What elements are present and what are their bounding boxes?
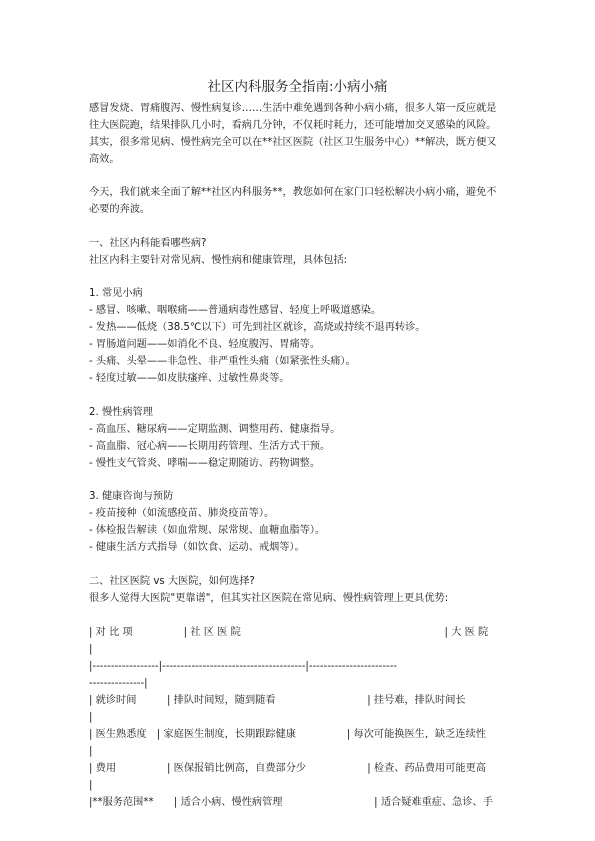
intro-line: 今天，我们就来全面了解**社区内科服务**，教您如何在家门口轻松解决小病小痛，避免不 <box>89 187 497 198</box>
table-text-line: | <box>89 746 93 757</box>
subsection-heading: 1. 常见小病 <box>89 288 143 299</box>
table-text-line: | 医生熟悉度 | 家庭医生制度，长期跟踪健康 | 每次可能换医生，缺乏连续性 <box>89 729 486 740</box>
list-item: - 高血压、糖尿病——定期监测、调整用药、健康指导。 <box>89 424 341 435</box>
list-item: - 感冒、咳嗽、咽喉痛——普通病毒性感冒、轻度上呼吸道感染。 <box>89 305 382 316</box>
list-item: - 头痛、头晕——非急性、非严重性头痛（如紧张性头痛）。 <box>89 356 356 367</box>
list-item: - 高血脂、冠心病——长期用药管理、生活方式干预。 <box>89 441 331 452</box>
list-item: - 发热——低烧（38.5℃以下）可先到社区就诊，高烧或持续不退再转诊。 <box>89 322 426 333</box>
list-item: - 疫苗接种（如流感疫苗、肺炎疫苗等）。 <box>89 508 275 519</box>
table-text-line: |------------------|---------------------------------------|------------------------ <box>89 661 398 672</box>
table-text-line: | <box>89 644 93 655</box>
table-text-line: | 费用 | 医保报销比例高，自费部分少 | 检查、药品费用可能更高 <box>89 763 486 774</box>
list-item: - 轻度过敏——如皮肤瘙痒、过敏性鼻炎等。 <box>89 373 290 384</box>
intro-line: 感冒发烧、胃痛腹泻、慢性病复诊……生活中难免遇到各种小病小痛，很多人第一反应就是 <box>89 103 497 114</box>
intro-line: 往大医院跑，结果排队几小时，看病几分钟，不仅耗时耗力，还可能增加交叉感染的风险。 <box>89 120 497 131</box>
list-item: - 慢性支气管炎、哮喘——稳定期随访、药物调整。 <box>89 458 321 469</box>
list-item: - 健康生活方式指导（如饮食、运动、戒烟等）。 <box>89 542 305 553</box>
paragraph-line: 很多人觉得大医院"更靠谱"，但其实社区医院在常见病、慢性病管理上更具优势: <box>89 593 449 604</box>
paragraph-line: 社区内科主要针对常见病、慢性病和健康管理，具体包括: <box>89 255 348 266</box>
table-text-line: | <box>89 712 93 723</box>
intro-line: 其实，很多常见病、慢性病完全可以在**社区医院（社区卫生服务中心）**解决，既方便又 <box>89 137 497 148</box>
section-heading: 二、社区医院 vs 大医院，如何选择? <box>89 576 255 587</box>
table-text-line: | 就诊时间 | 排队时间短，随到随看 | 挂号难，排队时间长 <box>89 695 466 706</box>
document-title: 社区内科服务全指南:小病小痛 <box>207 79 388 95</box>
table-text-line: ---------------| <box>89 678 148 689</box>
intro-line: 高效。 <box>89 154 120 165</box>
list-item: - 胃肠道问题——如消化不良、轻度腹泻、胃痛等。 <box>89 339 321 350</box>
list-item: - 体检报告解读（如血常规、尿常规、血糖血脂等）。 <box>89 525 326 536</box>
table-text-line: | 对 比 项 | 社 区 医 院 | 大 医 院 <box>89 627 489 638</box>
subsection-heading: 2. 慢性病管理 <box>89 407 153 418</box>
section-heading: 一、社区内科能看哪些病? <box>89 238 207 249</box>
table-text-line: |**服务范围** | 适合小病、慢性病管理 | 适合疑难重症、急诊、手 <box>89 797 493 808</box>
table-text-line: | <box>89 780 93 791</box>
subsection-heading: 3. 健康咨询与预防 <box>89 491 174 502</box>
intro-line: 必要的奔波。 <box>89 204 151 215</box>
